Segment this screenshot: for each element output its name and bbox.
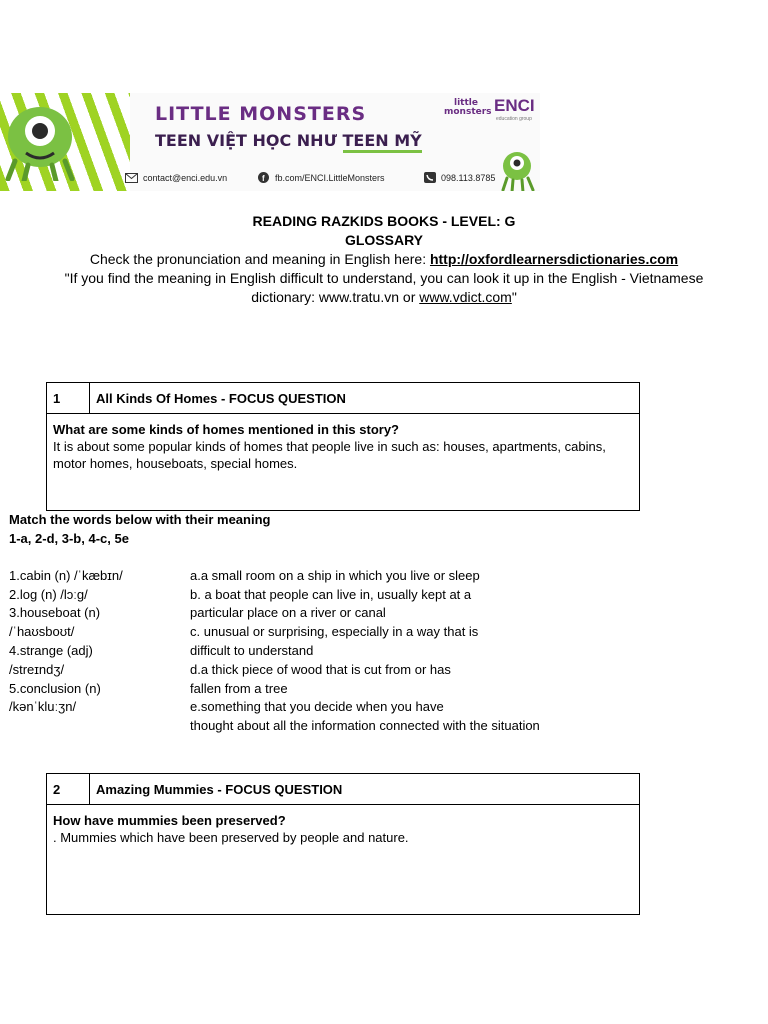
match-heading: Match the words below with their meaning <box>9 512 271 527</box>
meaning-item: b. a boat that people can live in, usually kept at a <box>190 587 472 602</box>
word-item: 1.cabin (n) /ˈkæbɪn/ <box>9 568 123 583</box>
note-line-2 <box>0 289 768 305</box>
small-monster-icon <box>495 148 540 191</box>
facebook-icon <box>257 172 270 183</box>
word-item: 4.strange (adj) <box>9 643 93 658</box>
section-number: 2 <box>47 774 90 804</box>
meaning-item: c. unusual or surprising, especially in a way that is <box>190 624 479 639</box>
word-item: /streɪndʒ/ <box>9 662 65 677</box>
note-line-1: "If you find the meaning in English difficult to understand, you can look it up in the English - Vietnamese <box>64 270 704 286</box>
facebook-text: fb.com/ENCI.LittleMonsters <box>275 172 385 183</box>
meaning-item: thought about all the information connected with the situation <box>190 718 540 733</box>
section-title: Amazing Mummies - FOCUS QUESTION <box>96 781 343 797</box>
word-item: 3.houseboat (n) <box>9 605 101 620</box>
enci-logo-subtitle: education group <box>496 116 532 122</box>
word-item: /ˈhaʊsboʊt/ <box>9 624 75 639</box>
check-text: Check the pronunciation and meaning in English here: <box>89 251 430 267</box>
meaning-item: fallen from a tree <box>190 681 288 696</box>
monster-mascot-icon <box>0 101 80 181</box>
table-body <box>47 805 639 846</box>
meaning-item: e.something that you decide when you have <box>190 699 444 714</box>
word-item: /kənˈkluːʒn/ <box>9 699 77 714</box>
brand-title: LITTLE MONSTERS <box>155 103 367 125</box>
table-header-row <box>47 383 639 414</box>
meaning-item: d.a thick piece of wood that is cut from or has <box>190 662 451 677</box>
meaning-item: a.a small room on a ship in which you live or sleep <box>190 568 480 583</box>
word-item: 5.conclusion (n) <box>9 681 101 696</box>
enci-logo: ENCI <box>494 96 535 115</box>
little-monsters-logo: little monsters <box>444 98 492 117</box>
page-title: READING RAZKIDS BOOKS - LEVEL: G <box>252 213 516 229</box>
contact-email <box>125 172 227 183</box>
phone-text: 098.113.8785 <box>441 172 496 183</box>
brand-subtitle-part2: TEEN MỸ <box>343 131 422 153</box>
focus-question-table-1 <box>46 382 640 511</box>
focus-question: What are some kinds of homes mentioned in this story? <box>53 422 399 437</box>
oxford-link[interactable]: http://oxfordlearnersdictionaries.com <box>429 251 679 267</box>
focus-question-table-2 <box>46 773 640 915</box>
focus-answer: It is about some popular kinds of homes that people live in such as: houses, apartments, cabins, motor homes, houseboats, special homes. <box>53 439 606 471</box>
vdict-link[interactable]: www.vdict.com <box>419 289 512 305</box>
word-item: 2.log (n) /lɔːɡ/ <box>9 587 88 602</box>
contact-facebook <box>257 172 385 183</box>
brand-subtitle-part1: TEEN VIỆT HỌC NHƯ <box>155 131 343 150</box>
phone-icon <box>423 172 436 183</box>
page-subtitle: GLOSSARY <box>344 232 424 248</box>
brand-subtitle <box>155 131 422 150</box>
match-answers: 1-a, 2-d, 3-b, 4-c, 5e <box>9 531 129 546</box>
focus-answer: . Mummies which have been preserved by people and nature. <box>53 830 409 845</box>
section-number: 1 <box>47 383 90 413</box>
envelope-icon <box>125 172 138 183</box>
svg-text:f: f <box>262 174 265 183</box>
note-suffix: " <box>511 289 517 305</box>
note-text: dictionary: www.tratu.vn or <box>251 289 420 305</box>
table-body <box>47 414 639 472</box>
contact-phone <box>423 172 495 183</box>
email-text: contact@enci.edu.vn <box>143 172 228 183</box>
focus-question: How have mummies been preserved? <box>53 813 286 828</box>
table-header-row <box>47 774 639 805</box>
check-line <box>0 251 768 267</box>
meaning-item: difficult to understand <box>190 643 314 658</box>
meaning-item: particular place on a river or canal <box>190 605 386 620</box>
section-title: All Kinds Of Homes - FOCUS QUESTION <box>96 390 346 406</box>
